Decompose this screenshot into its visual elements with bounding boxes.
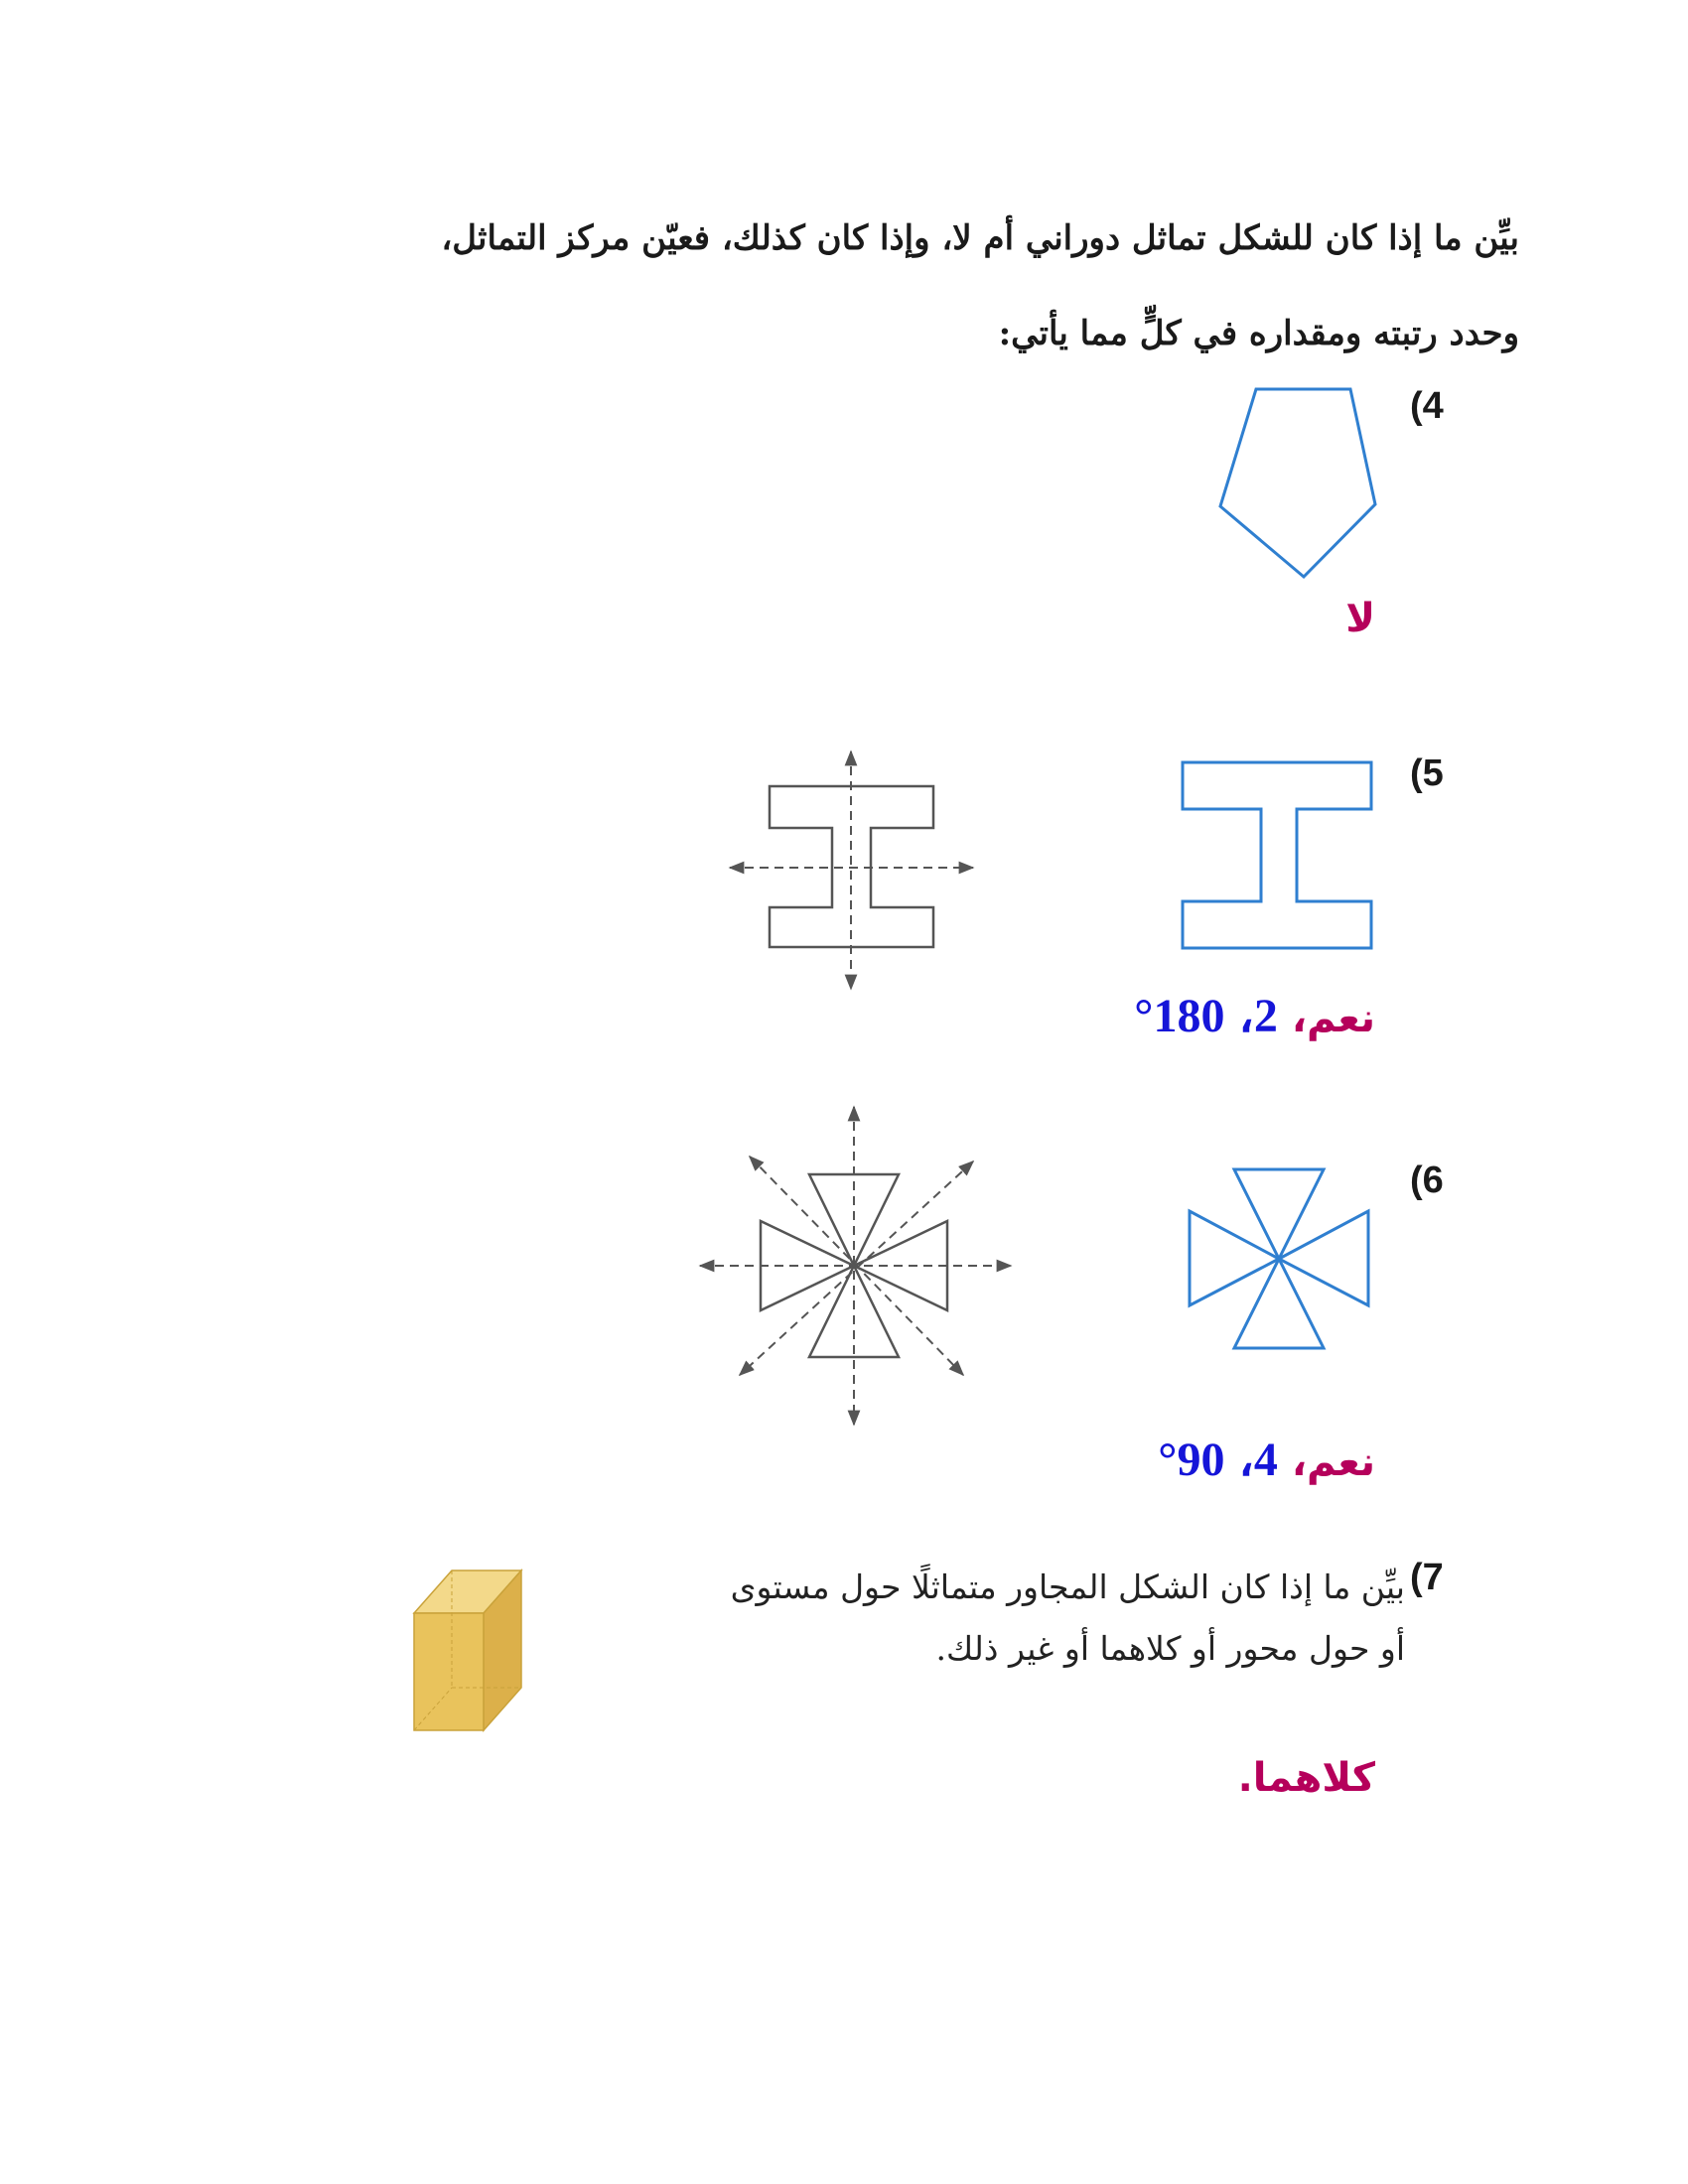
problem-5-answer-angle: 180° [1134,990,1225,1042]
pentagon-figure [1216,385,1390,584]
problem-5-answer [1134,988,1375,1043]
instructions-line-2: وحدد رتبته ومقداره في كلٍّ مما يأتي: [998,314,1519,353]
problem-7-answer: كلاهما. [1237,1755,1375,1801]
instructions [248,191,1519,381]
problem-7-question [511,1557,1405,1680]
rectangular-prism-figure [412,1569,526,1732]
problem-7-question-line-1: بيِّن ما إذا كان الشكل المجاور متماثلًا حول مستوى [730,1568,1405,1606]
problem-4-answer: لا [1345,596,1375,641]
problem-5-answer-order: 2، [1238,990,1278,1042]
problem-6-answer-order: 4، [1238,1433,1278,1486]
problem-6-answer-word: نعم، [1291,1439,1375,1485]
i-beam-symmetry-diagram [720,747,988,995]
problem-5-number: (5 [1410,752,1444,794]
problem-6-answer [1158,1432,1375,1487]
four-triangles-symmetry-diagram [695,1102,1023,1430]
four-triangles-figure [1187,1166,1375,1355]
problem-4-number: (4 [1410,385,1444,427]
problem-7-question-line-2: أو حول محور أو كلاهما أو غير ذلك. [935,1629,1405,1668]
problem-6-answer-angle: 90° [1158,1433,1225,1486]
instructions-line-1: بيِّن ما إذا كان للشكل تماثل دوراني أم لا، وإذا كان كذلك، فعيّن مركز التماثل، [441,218,1519,258]
problem-5-answer-word: نعم، [1291,996,1375,1041]
i-beam-figure [1180,759,1378,958]
problem-7-number: (7 [1410,1557,1444,1598]
problem-6-number: (6 [1410,1160,1444,1201]
